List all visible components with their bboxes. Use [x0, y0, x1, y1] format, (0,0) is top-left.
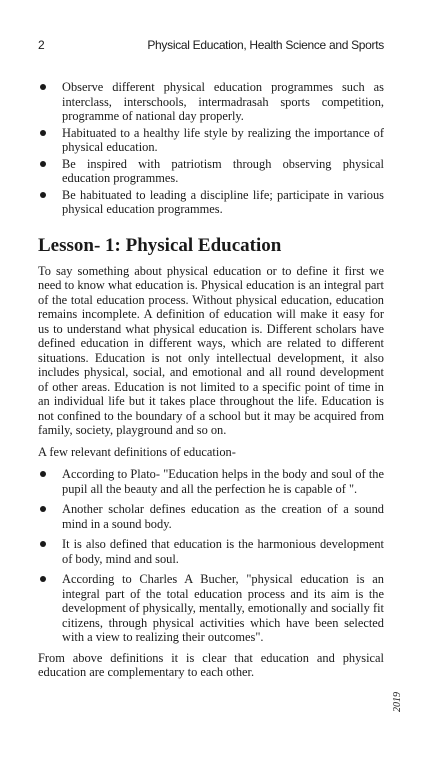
list-item: Be habituated to leading a discipline life; participate in various physical education programmes.	[38, 188, 384, 217]
bullet-icon	[40, 130, 46, 136]
list-item: It is also defined that education is the harmonious development of body, mind and soul.	[38, 537, 384, 566]
definitions-intro: A few relevant definitions of education-	[38, 444, 236, 459]
definitions-list	[38, 467, 384, 645]
page-content	[38, 80, 384, 680]
page-number: 2	[38, 38, 45, 52]
list-item: Habituated to a healthy life style by realizing the importance of physical education.	[38, 126, 384, 155]
objectives-list	[38, 80, 384, 217]
bullet-icon	[40, 471, 46, 477]
list-item: According to Charles A Bucher, "physical education is an integral part of the total education process and its aim is the development of physically, mentally, emotionally and socially fit citizens, through physical activities which have been selected with a view to realizing their outcomes".	[38, 572, 384, 645]
page-header	[38, 38, 384, 54]
bullet-icon	[40, 506, 46, 512]
conclusion-paragraph: From above definitions it is clear that education and physical education are complementary to each other.	[38, 650, 384, 679]
list-item: Be inspired with patriotism through observing physical education programmes.	[38, 157, 384, 186]
list-item: Observe different physical education programmes such as interclass, interschools, intermadrasah sports competition, programme of national day properly.	[38, 80, 384, 124]
lesson-title: Lesson- 1: Physical Education	[38, 234, 282, 256]
bullet-icon	[40, 576, 46, 582]
running-title: Physical Education, Health Science and Sports	[147, 38, 384, 52]
bullet-icon	[40, 192, 46, 198]
intro-paragraph: To say something about physical education or to define it first we need to know what education is. Physical education is an integral part of the total education process. Without physical education, education remains incomplete. A definition of education will make it easy for us to understand what physical education is. Different scholars have defined education in different ways, which are related to different situations. Education is not only intellectual development, it also includes physical, social, and emotional and all round development of other areas. Education is not limited to a specific point of time in an individual life but it takes place throughout the life. Education is not confined to the boundary of a school but it may be acquired from family, society, playground and so on.	[38, 263, 384, 437]
bullet-icon	[40, 161, 46, 167]
bullet-icon	[40, 541, 46, 547]
year-label: 2019	[392, 692, 403, 712]
list-item: According to Plato- "Education helps in the body and soul of the pupil all the beauty and all the perfection he is capable of ".	[38, 467, 384, 496]
bullet-icon	[40, 84, 46, 90]
list-item: Another scholar defines education as the creation of a sound mind in a sound body.	[38, 502, 384, 531]
